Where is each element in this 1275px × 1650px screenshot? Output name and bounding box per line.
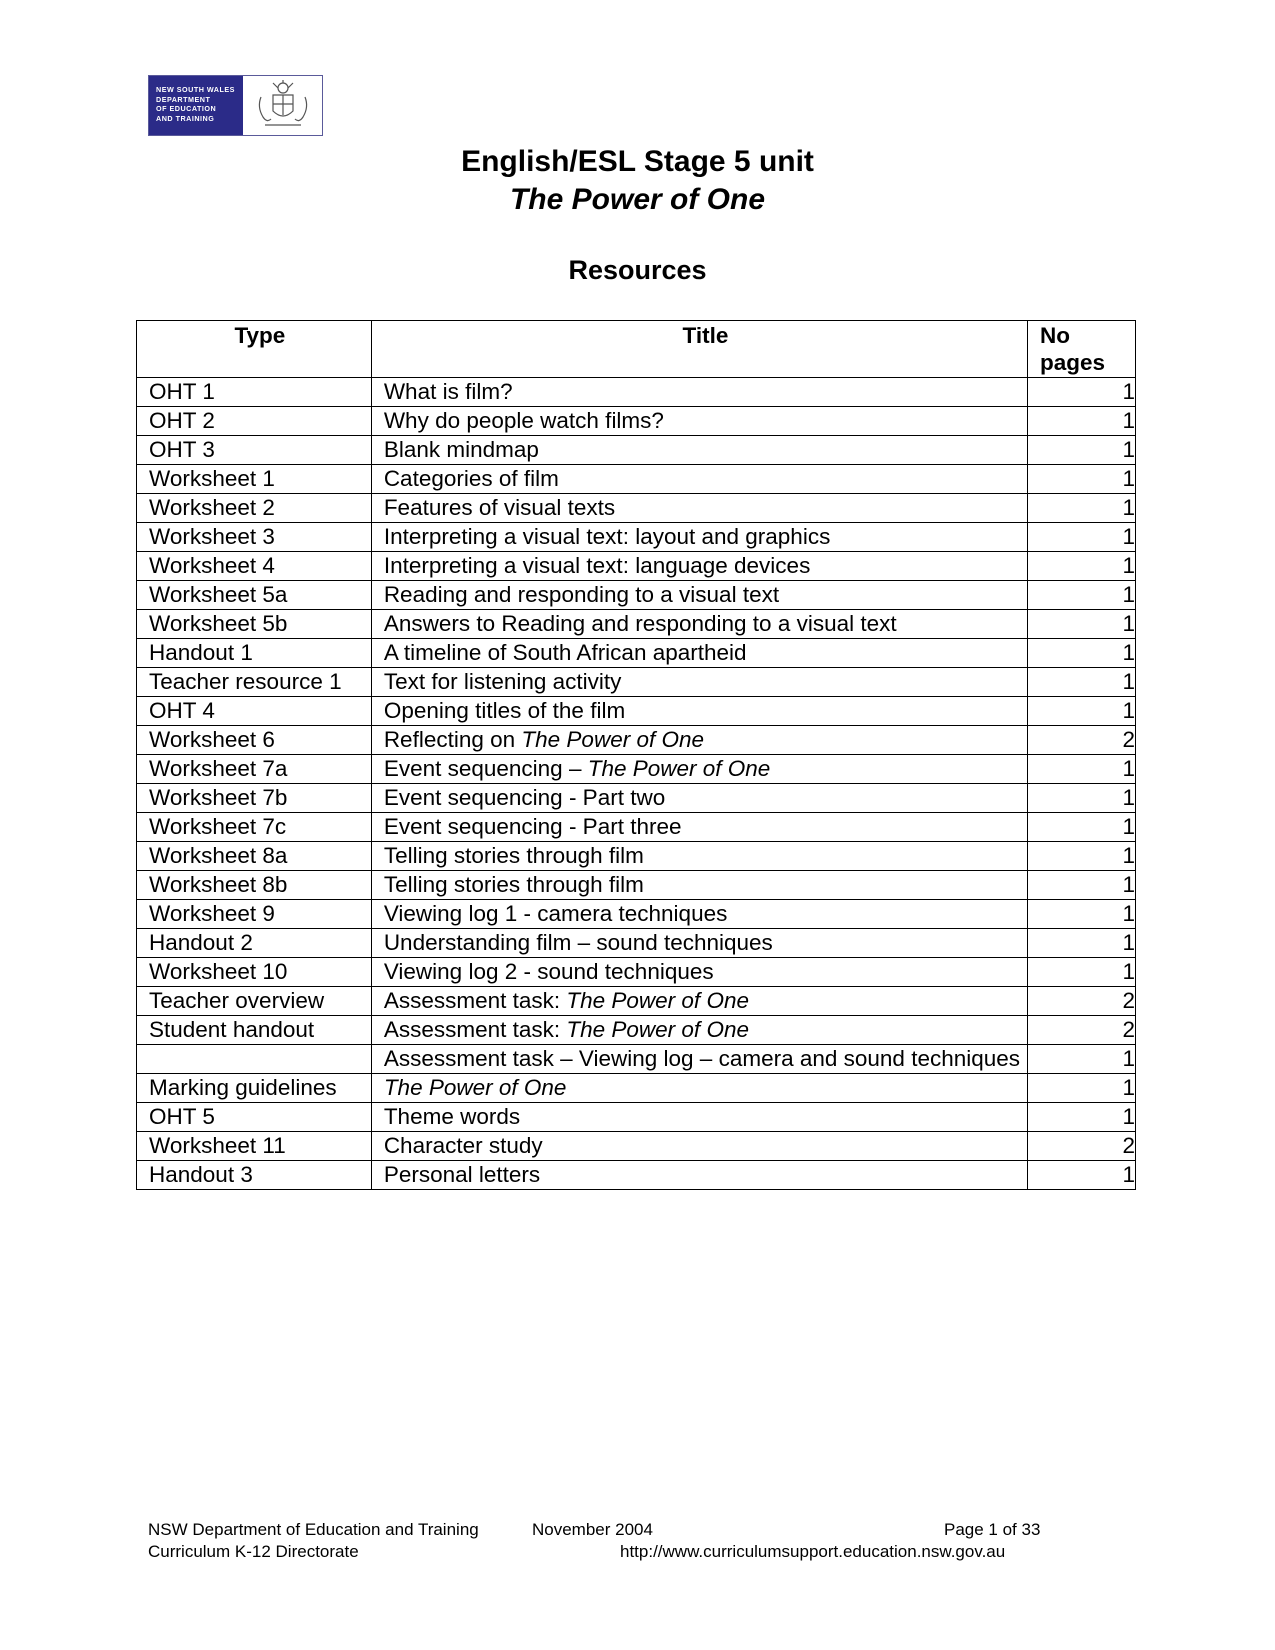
cell-title (371, 581, 1027, 610)
cell-title (371, 929, 1027, 958)
table-row (137, 842, 1136, 871)
cell-pages: 1 (1028, 552, 1136, 581)
cell-title (371, 1045, 1027, 1074)
table-row (137, 407, 1136, 436)
cell-title (371, 842, 1027, 871)
cell-pages: 1 (1028, 639, 1136, 668)
logo-line: AND TRAINING (156, 113, 215, 123)
table-row (137, 929, 1136, 958)
cell-type: Worksheet 7c (137, 813, 372, 842)
cell-title-text: Reflecting on (383, 727, 522, 752)
cell-title (371, 552, 1027, 581)
cell-title (371, 697, 1027, 726)
table-row (137, 1132, 1136, 1161)
table-row (137, 813, 1136, 842)
cell-pages: 1 (1028, 581, 1136, 610)
cell-type: Teacher resource 1 (137, 668, 372, 697)
cell-pages: 1 (1028, 436, 1136, 465)
footer-url: http://www.curriculumsupport.education.nsw.gov.au (620, 1542, 1006, 1561)
cell-title-italic: The Power of One (521, 727, 704, 752)
resources-table (136, 320, 1136, 1190)
cell-title-text: Telling stories through film (383, 843, 644, 868)
nsw-coat-of-arms-icon (243, 76, 322, 135)
cell-type: Worksheet 3 (137, 523, 372, 552)
cell-title (371, 1103, 1027, 1132)
cell-type: Worksheet 4 (137, 552, 372, 581)
cell-type: OHT 1 (137, 378, 372, 407)
cell-type (137, 1045, 372, 1074)
cell-pages: 1 (1028, 407, 1136, 436)
page-title: English/ESL Stage 5 unit (461, 145, 814, 178)
cell-title (371, 465, 1027, 494)
cell-title (371, 1161, 1027, 1190)
table-row (137, 987, 1136, 1016)
cell-title (371, 378, 1027, 407)
cell-title-italic: The Power of One (383, 1075, 567, 1100)
cell-pages: 1 (1028, 755, 1136, 784)
cell-title-text: Categories of film (383, 466, 559, 491)
cell-type: Worksheet 7a (137, 755, 372, 784)
cell-pages: 1 (1028, 1103, 1136, 1132)
cell-title-italic: The Power of One (566, 1017, 749, 1042)
column-header-title: Title (371, 321, 1027, 378)
cell-pages: 1 (1028, 900, 1136, 929)
cell-title (371, 900, 1027, 929)
cell-type: Handout 1 (137, 639, 372, 668)
table-row (137, 1016, 1136, 1045)
table-row (137, 552, 1136, 581)
cell-title-text: Event sequencing - Part three (383, 814, 682, 839)
cell-type: Handout 3 (137, 1161, 372, 1190)
cell-title-text: Character study (383, 1133, 543, 1158)
column-header-type: Type (137, 321, 372, 378)
cell-title-text: What is film? (383, 379, 513, 404)
table-row (137, 581, 1136, 610)
table-row (137, 900, 1136, 929)
cell-type: Handout 2 (137, 929, 372, 958)
cell-title-text: Blank mindmap (383, 437, 539, 462)
footer-org: NSW Department of Education and Training (148, 1520, 479, 1539)
table-row (137, 610, 1136, 639)
cell-title-text: Features of visual texts (383, 495, 616, 520)
cell-type: Student handout (137, 1016, 372, 1045)
cell-title-text: Reading and responding to a visual text (383, 582, 780, 607)
table-row (137, 1074, 1136, 1103)
cell-title (371, 1016, 1027, 1045)
cell-title (371, 523, 1027, 552)
cell-title-text: Viewing log 1 - camera techniques (383, 901, 728, 926)
table-row (137, 1161, 1136, 1190)
table-row (137, 1045, 1136, 1074)
cell-title (371, 494, 1027, 523)
cell-pages: 1 (1028, 1074, 1136, 1103)
cell-pages: 1 (1028, 494, 1136, 523)
cell-pages: 1 (1028, 668, 1136, 697)
table-row (137, 784, 1136, 813)
cell-title (371, 1074, 1027, 1103)
cell-title (371, 755, 1027, 784)
table-row (137, 755, 1136, 784)
page-subtitle: The Power of One (509, 183, 766, 216)
column-header-pages: No pages (1028, 321, 1136, 378)
cell-pages: 1 (1028, 465, 1136, 494)
cell-type: Worksheet 10 (137, 958, 372, 987)
cell-type: Worksheet 11 (137, 1132, 372, 1161)
cell-title-text: Viewing log 2 - sound techniques (383, 959, 714, 984)
footer-date: November 2004 (532, 1520, 653, 1539)
cell-type: Teacher overview (137, 987, 372, 1016)
cell-title-text: Telling stories through film (383, 872, 644, 897)
section-heading: Resources (568, 255, 707, 285)
table-row (137, 726, 1136, 755)
cell-title-text: Event sequencing – (383, 756, 588, 781)
cell-title (371, 668, 1027, 697)
cell-pages: 1 (1028, 378, 1136, 407)
cell-type: Worksheet 5b (137, 610, 372, 639)
cell-title-text: Opening titles of the film (383, 698, 626, 723)
cell-title (371, 436, 1027, 465)
cell-type: Worksheet 6 (137, 726, 372, 755)
cell-title (371, 726, 1027, 755)
cell-title-text: A timeline of South African apartheid (383, 640, 747, 665)
cell-pages: 1 (1028, 929, 1136, 958)
table-row (137, 871, 1136, 900)
cell-type: OHT 2 (137, 407, 372, 436)
cell-title-text: Text for listening activity (383, 669, 622, 694)
cell-title (371, 958, 1027, 987)
logo-line: OF EDUCATION (156, 104, 217, 113)
cell-type: Worksheet 8a (137, 842, 372, 871)
cell-title (371, 1132, 1027, 1161)
cell-title-text: Assessment task: (383, 988, 567, 1013)
cell-pages: 1 (1028, 784, 1136, 813)
table-row (137, 697, 1136, 726)
logo-line: NEW SOUTH WALES (156, 85, 235, 94)
table-row (137, 958, 1136, 987)
cell-title-text: Personal letters (383, 1162, 541, 1187)
cell-type: Worksheet 1 (137, 465, 372, 494)
cell-type: Worksheet 9 (137, 900, 372, 929)
cell-pages: 1 (1028, 697, 1136, 726)
cell-title-text: Answers to Reading and responding to a visual text (383, 611, 897, 636)
table-row (137, 668, 1136, 697)
table-row (137, 494, 1136, 523)
cell-pages: 1 (1028, 813, 1136, 842)
cell-type: Marking guidelines (137, 1074, 372, 1103)
cell-title-text: Assessment task: (383, 1017, 567, 1042)
cell-title-text: Interpreting a visual text: layout and graphics (383, 524, 831, 549)
cell-pages: 2 (1028, 987, 1136, 1016)
table-row (137, 378, 1136, 407)
table-row (137, 1103, 1136, 1132)
cell-title-text: Assessment task – Viewing log – camera and sound techniques (383, 1046, 1021, 1071)
cell-title (371, 639, 1027, 668)
cell-pages: 1 (1028, 523, 1136, 552)
cell-title-text: Event sequencing - Part two (383, 785, 666, 810)
cell-pages: 1 (1028, 958, 1136, 987)
cell-pages: 1 (1028, 610, 1136, 639)
table-header-row (137, 321, 1136, 378)
table-row (137, 639, 1136, 668)
cell-title-text: Understanding film – sound techniques (383, 930, 773, 955)
cell-title-italic: The Power of One (566, 988, 749, 1013)
table-row (137, 523, 1136, 552)
cell-title-text: Interpreting a visual text: language devices (383, 553, 811, 578)
cell-title-text: Why do people watch films? (383, 408, 664, 433)
cell-type: OHT 3 (137, 436, 372, 465)
cell-title (371, 871, 1027, 900)
table-row (137, 436, 1136, 465)
footer-page-number: Page 1 of 33 (944, 1520, 1041, 1539)
cell-type: OHT 5 (137, 1103, 372, 1132)
cell-type: Worksheet 2 (137, 494, 372, 523)
cell-type: Worksheet 8b (137, 871, 372, 900)
cell-title (371, 813, 1027, 842)
nsw-det-logo (148, 75, 323, 136)
logo-text (149, 76, 243, 135)
cell-type: OHT 4 (137, 697, 372, 726)
cell-title (371, 987, 1027, 1016)
cell-pages: 1 (1028, 1161, 1136, 1190)
table-row (137, 465, 1136, 494)
cell-pages: 2 (1028, 726, 1136, 755)
cell-title (371, 610, 1027, 639)
cell-pages: 2 (1028, 1016, 1136, 1045)
cell-title-text: Theme words (383, 1104, 521, 1129)
cell-pages: 1 (1028, 1045, 1136, 1074)
cell-title-italic: The Power of One (587, 756, 771, 781)
cell-type: Worksheet 7b (137, 784, 372, 813)
cell-pages: 1 (1028, 842, 1136, 871)
cell-title (371, 407, 1027, 436)
cell-pages: 1 (1028, 871, 1136, 900)
cell-title (371, 784, 1027, 813)
logo-line: DEPARTMENT (156, 94, 211, 104)
cell-type: Worksheet 5a (137, 581, 372, 610)
cell-pages: 2 (1028, 1132, 1136, 1161)
footer-directorate: Curriculum K-12 Directorate (148, 1542, 359, 1561)
